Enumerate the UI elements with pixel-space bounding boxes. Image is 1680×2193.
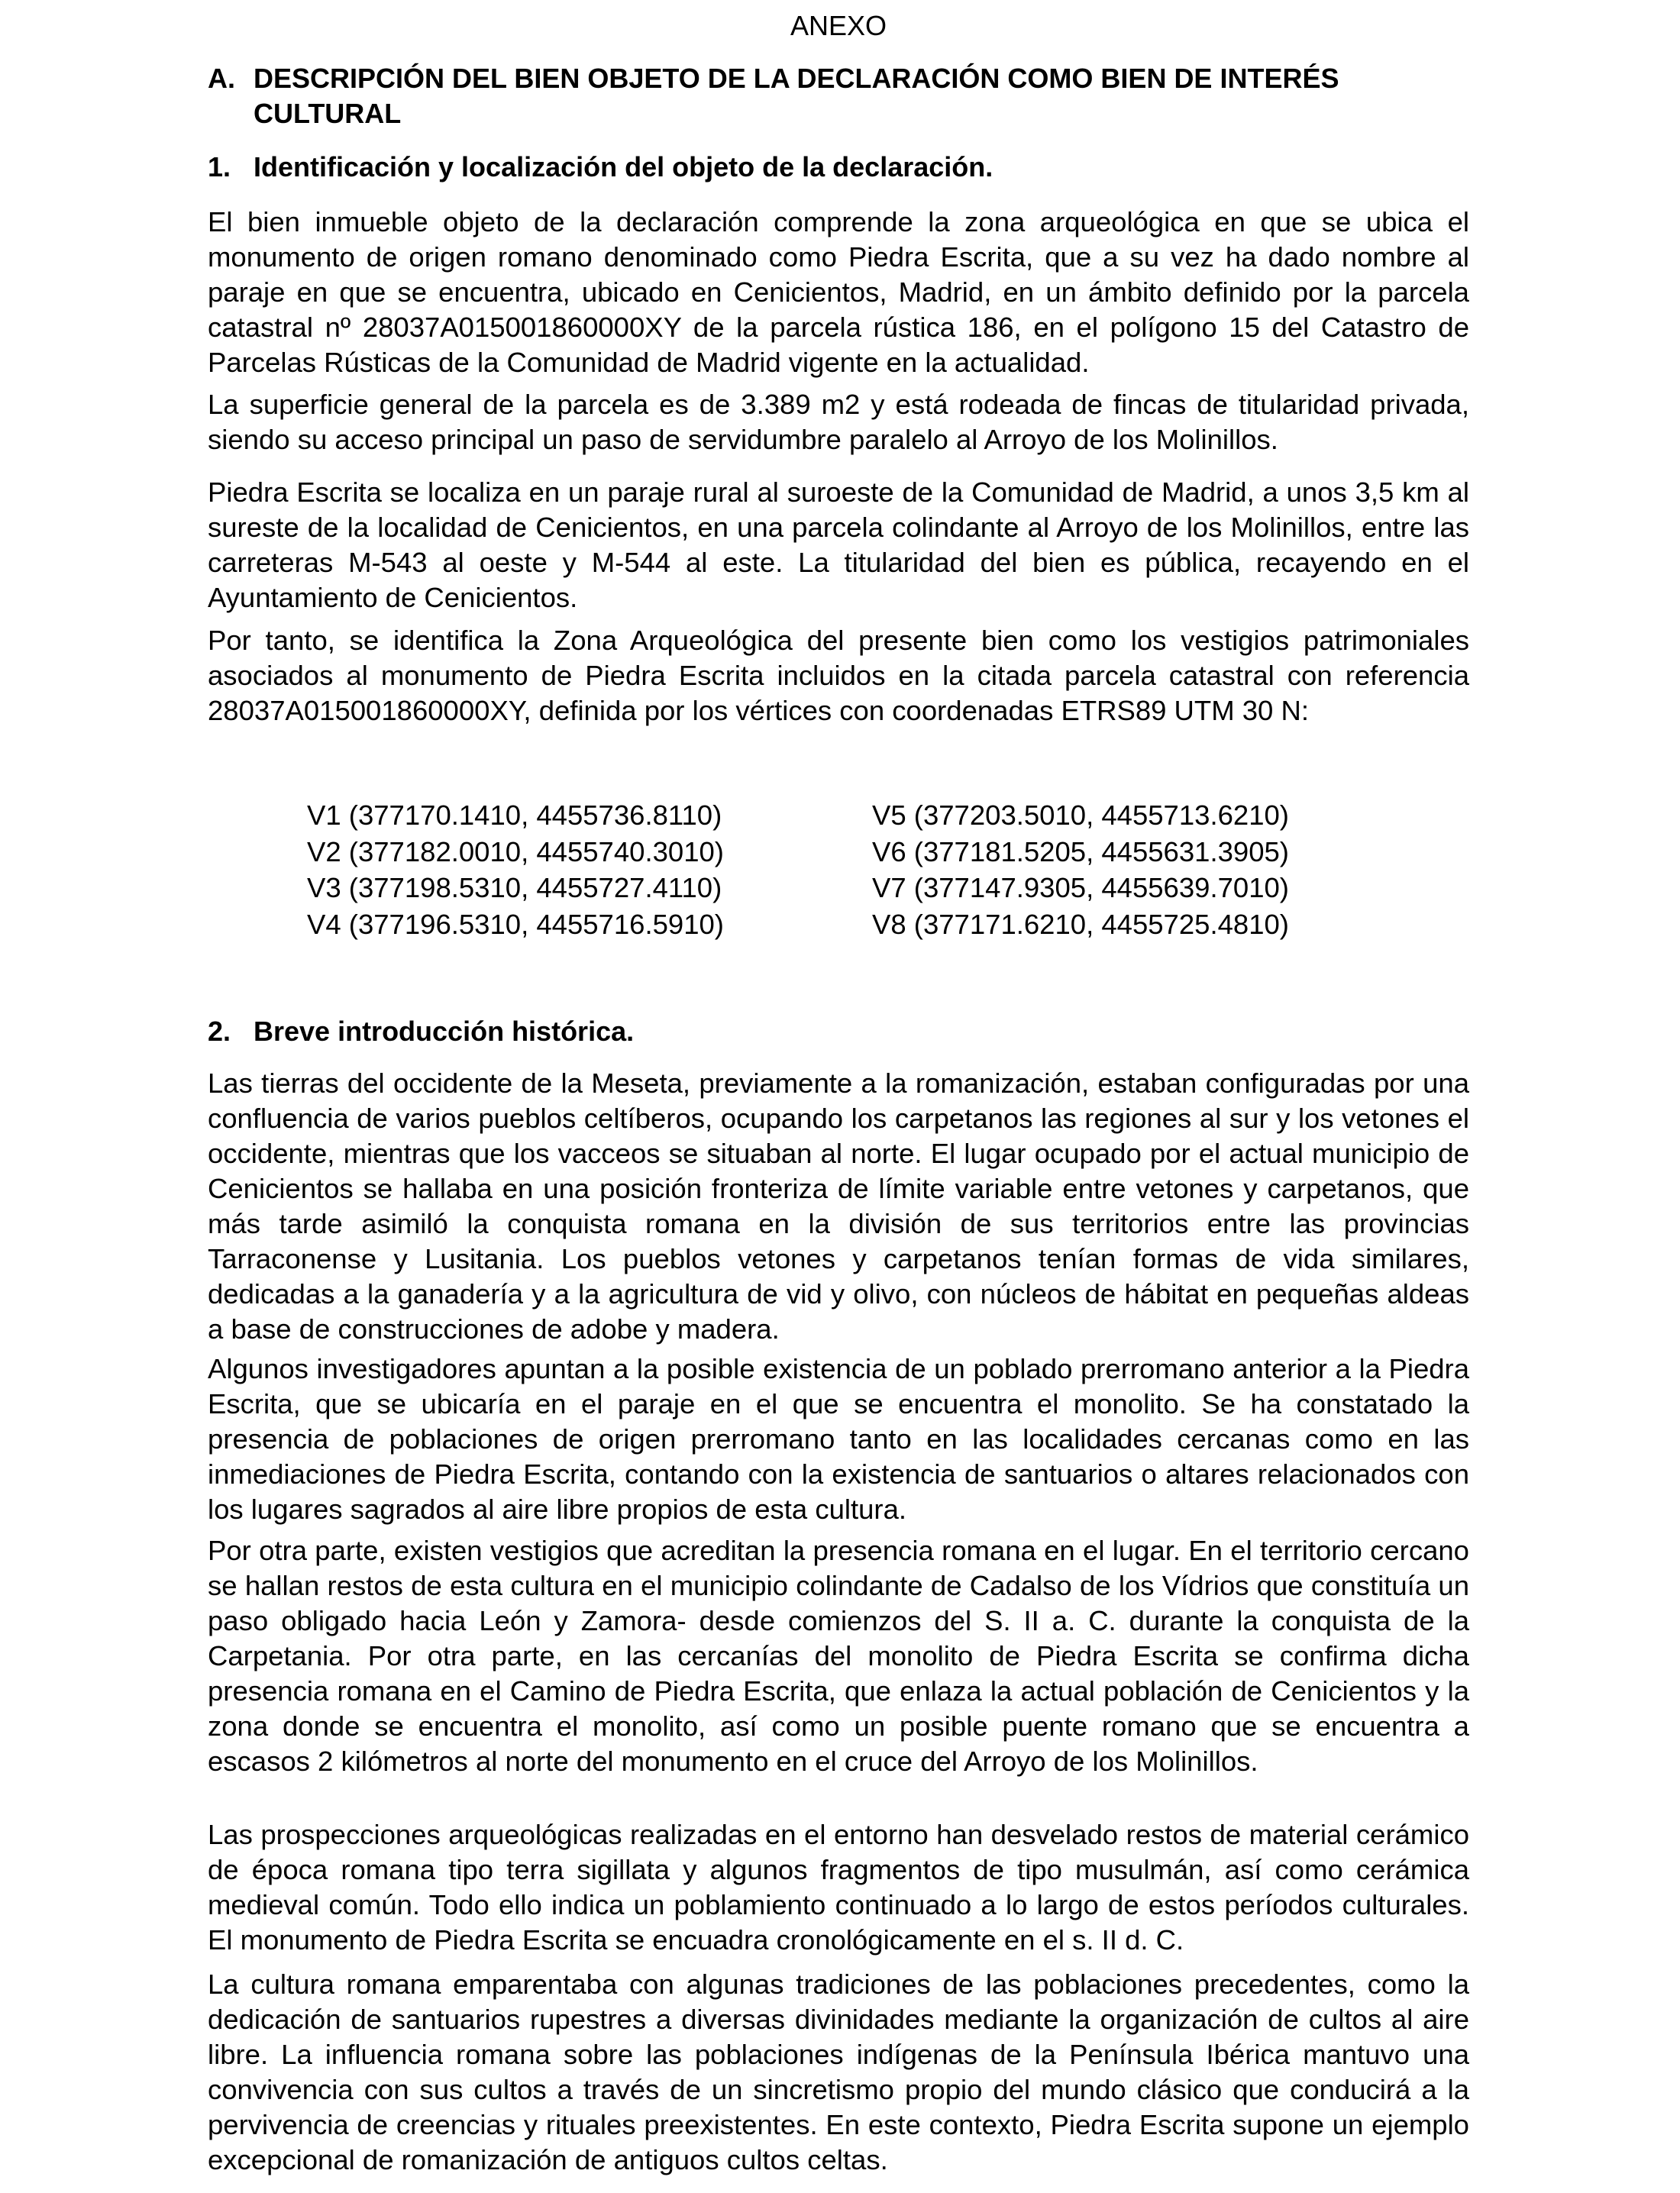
section-1-paragraph: La superficie general de la parcela es de 3.389 m2 y está rodeada de fincas de titularidad privada, siendo su acceso principal un paso de servidumbre paralelo al Arroyo de los Molinillos. — [208, 389, 1469, 455]
section-1-title: Identificación y localización del objeto de la declaración. — [254, 151, 993, 182]
vertex-coordinate: V4 (377196.5310, 4455716.5910) — [307, 908, 724, 940]
vertex-coordinates-list — [307, 797, 1376, 942]
vertex-coordinate: V7 (377147.9305, 4455639.7010) — [872, 872, 1289, 903]
section-a-number: A. — [208, 63, 235, 94]
section-1-paragraph: Piedra Escrita se localiza en un paraje rural al suroeste de la Comunidad de Madrid, a unos 3,5 km al sureste de la localidad de Cenicientos, en una parcela colindante al Arroyo de los Molinillos, entre las carreteras M-543 al oeste y M-544 al este. La titularidad del bien es pública, recayendo en el Ayuntamiento de Cenicientos. — [208, 476, 1469, 613]
section-2-title: Breve introducción histórica. — [254, 1016, 635, 1047]
section-2-paragraph: Por otra parte, existen vestigios que acreditan la presencia romana en el lugar. En el territorio cercano se hallan restos de esta cultura en el municipio colindante de Cadalso de los Vídrios que constituía un paso obligado hacia León y Zamora- desde comienzos del S. II a. C. durante la conquista de la Carpetania. Por otra parte, en las cercanías del monolito de Piedra Escrita se confirma dicha presencia romana en el Camino de Piedra Escrita, que enlaza la actual población de Cenicientos y la zona donde se encuentra el monolito, así como un posible puente romano que se encuentra a escasos 2 kilómetros al norte del monumento en el cruce del Arroyo de los Molinillos. — [208, 1535, 1469, 1777]
section-2-paragraph: Las tierras del occidente de la Meseta, previamente a la romanización, estaban configuradas por una confluencia de varios pueblos celtíberos, ocupando los carpetanos las regiones al sur y los vetones el occidente, mientras que los vacceos se situaban al norte. El lugar ocupado por el actual municipio de Cenicientos se hallaba en una posición fronteriza de límite variable entre vetones y carpetanos, que más tarde asimiló la conquista romana en la división de sus territorios entre las provincias Tarraconense y Lusitania. Los pueblos vetones y carpetanos tenían formas de vida similares, dedicadas a la ganadería y a la agricultura de vid y olivo, con núcleos de hábitat en pequeñas aldeas a base de construcciones de adobe y madera. — [208, 1067, 1469, 1345]
vertex-coordinate: V8 (377171.6210, 4455725.4810) — [872, 908, 1289, 940]
vertex-coordinate: V5 (377203.5010, 4455713.6210) — [872, 799, 1289, 831]
vertex-coordinate: V2 (377182.0010, 4455740.3010) — [307, 835, 724, 867]
section-1-heading — [208, 150, 1469, 185]
section-1-number: 1. — [208, 151, 231, 182]
section-2-paragraph: Algunos investigadores apuntan a la posible existencia de un poblado prerromano anterior a la Piedra Escrita, que se ubicaría en el paraje en el que se encuentra el monolito. Se ha constatado la presencia de poblaciones de origen prerromano tanto en las localidades cercanas como en las inmediaciones de Piedra Escrita, contando con la existencia de santuarios o altares relacionados con los lugares sagrados al aire libre propios de esta cultura. — [208, 1353, 1469, 1525]
section-a-title: DESCRIPCIÓN DEL BIEN OBJETO DE LA DECLARACIÓN COMO BIEN DE INTERÉS CULTURAL — [254, 63, 1339, 129]
annex-title: ANEXO — [790, 10, 887, 41]
section-1-paragraph: El bien inmueble objeto de la declaración comprende la zona arqueológica en que se ubica el monumento de origen romano denominado como Piedra Escrita, que a su vez ha dado nombre al paraje en que se encuentra, ubicado en Cenicientos, Madrid, en un ámbito definido por la parcela catastral nº 28037A015001860000XY de la parcela rústica 186, en el polígono 15 del Catastro de Parcelas Rústicas de la Comunidad de Madrid vigente en la actualidad. — [208, 206, 1469, 378]
vertex-coordinate: V3 (377198.5310, 4455727.4110) — [307, 872, 722, 903]
section-2-heading — [208, 1014, 1469, 1049]
section-2-paragraph: La cultura romana emparentaba con algunas tradiciones de las poblaciones precedentes, como la dedicación de santuarios rupestres a diversas divinidades mediante la organización de cultos al aire libre. La influencia romana sobre las poblaciones indígenas de la Península Ibérica mantuvo una convivencia con sus cultos a través de un sincretismo propio del mundo clásico que conducirá a la pervivencia de creencias y rituales preexistentes. En este contexto, Piedra Escrita supone un ejemplo excepcional de romanización de antiguos cultos celtas. — [208, 1969, 1469, 2175]
section-2-number: 2. — [208, 1016, 231, 1047]
vertex-coordinate: V6 (377181.5205, 4455631.3905) — [872, 835, 1289, 867]
section-2-paragraph: Las prospecciones arqueológicas realizadas en el entorno han desvelado restos de material cerámico de época romana tipo terra sigillata y algunos fragmentos de tipo musulmán, así como cerámica medieval común. Todo ello indica un poblamiento continuado a lo largo de estos períodos culturales. El monumento de Piedra Escrita se encuadra cronológicamente en el s. II d. C. — [208, 1819, 1469, 1956]
section-a-heading — [208, 61, 1469, 131]
vertex-coordinate: V1 (377170.1410, 4455736.8110) — [307, 799, 722, 831]
section-1-paragraph: Por tanto, se identifica la Zona Arqueológica del presente bien como los vestigios patrimoniales asociados al monumento de Piedra Escrita incluidos en la citada parcela catastral con referencia 28037A015001860000XY, definida por los vértices con coordenadas ETRS89 UTM 30 N: — [208, 625, 1469, 726]
